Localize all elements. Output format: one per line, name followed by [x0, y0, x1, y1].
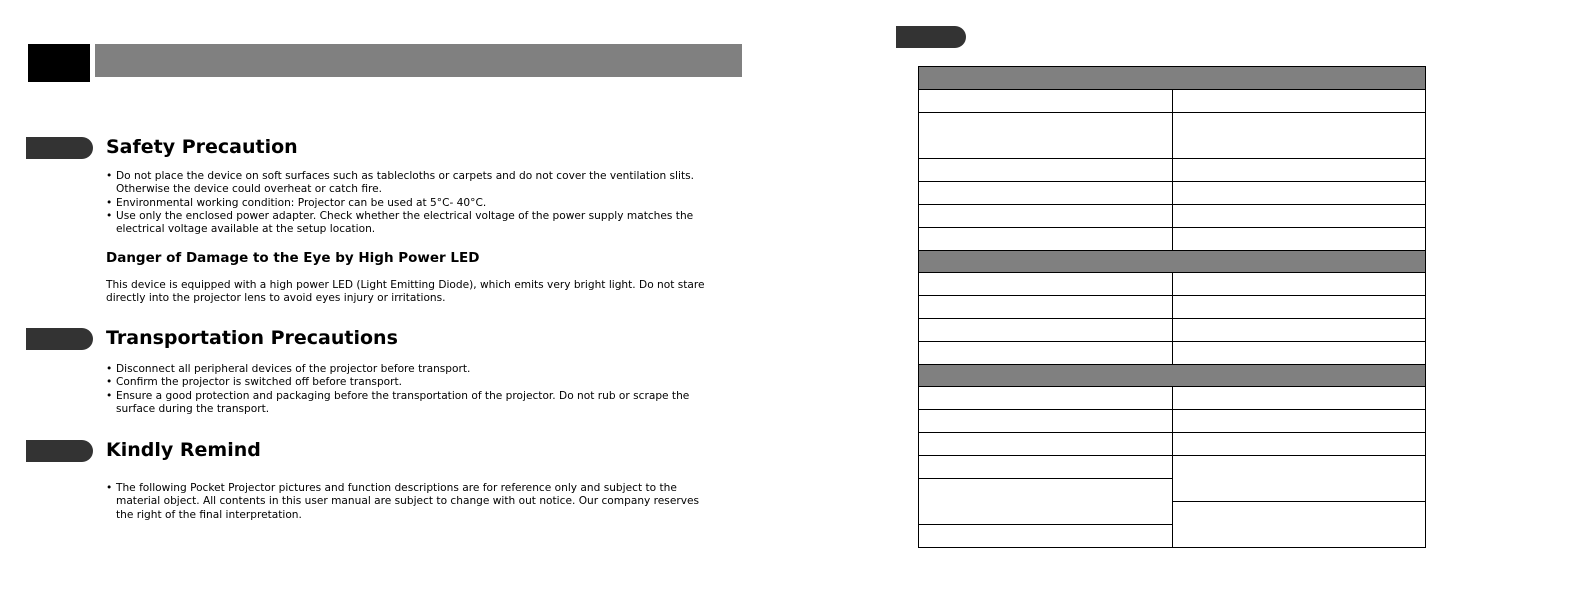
- table-row: [919, 90, 1426, 113]
- section-title-safety: Safety Precaution: [106, 136, 298, 158]
- table-row: [919, 319, 1426, 342]
- list-item: • Use only the enclosed power adapter. Check whether the electrical voltage of the power supply matches the electrical voltage available at the setup location.: [106, 210, 706, 237]
- table-row: [919, 387, 1426, 410]
- section-title-remind: Kindly Remind: [106, 439, 261, 461]
- safety-bullet-list: [106, 170, 706, 236]
- section-pill-transport: [26, 328, 93, 350]
- section-pill-spec: [896, 26, 966, 48]
- table-row: [919, 342, 1426, 365]
- table-header-row: [919, 251, 1426, 273]
- list-item: • Do not place the device on soft surfaces such as tablecloths or carpets and do not cover the ventilation slits. Otherwise the device could overheat or catch fire.: [106, 170, 706, 197]
- table-row: [919, 273, 1426, 296]
- table-row: [919, 113, 1426, 159]
- table-header-row: [919, 67, 1426, 90]
- section-number-block: [28, 44, 90, 82]
- table-row: [919, 182, 1426, 205]
- table-row: [919, 159, 1426, 182]
- header-bar: [95, 44, 742, 77]
- table-row: [919, 433, 1426, 456]
- transport-bullet-list: [106, 363, 706, 416]
- remind-bullet-list: [106, 482, 706, 522]
- section-pill-remind: [26, 440, 93, 462]
- specification-table: [918, 66, 1426, 548]
- list-item: • Ensure a good protection and packaging before the transportation of the projector. Do not rub or scrape the surface during the transport.: [106, 390, 706, 417]
- table-row: [919, 228, 1426, 251]
- table-header-row: [919, 365, 1426, 387]
- danger-paragraph: This device is equipped with a high power LED (Light Emitting Diode), which emits very bright light. Do not stare directly into the projector lens to avoid eyes injury or irritations.: [106, 279, 705, 305]
- list-item: • Confirm the projector is switched off before transport.: [106, 376, 706, 389]
- list-item: • Disconnect all peripheral devices of the projector before transport.: [106, 363, 706, 376]
- table-row: [919, 456, 1426, 479]
- danger-subtitle: Danger of Damage to the Eye by High Power LED: [106, 250, 480, 266]
- list-item: • The following Pocket Projector pictures and function descriptions are for reference only and subject to the material object. All contents in this user manual are subject to change with out notice. Our company reserves the right of the final interpretation.: [106, 482, 706, 522]
- table-row: [919, 410, 1426, 433]
- table-row: [919, 296, 1426, 319]
- section-title-transport: Transportation Precautions: [106, 327, 398, 349]
- list-item: • Environmental working condition: Projector can be used at 5°C- 40°C.: [106, 197, 706, 210]
- table-row: [919, 205, 1426, 228]
- section-pill-safety: [26, 137, 93, 159]
